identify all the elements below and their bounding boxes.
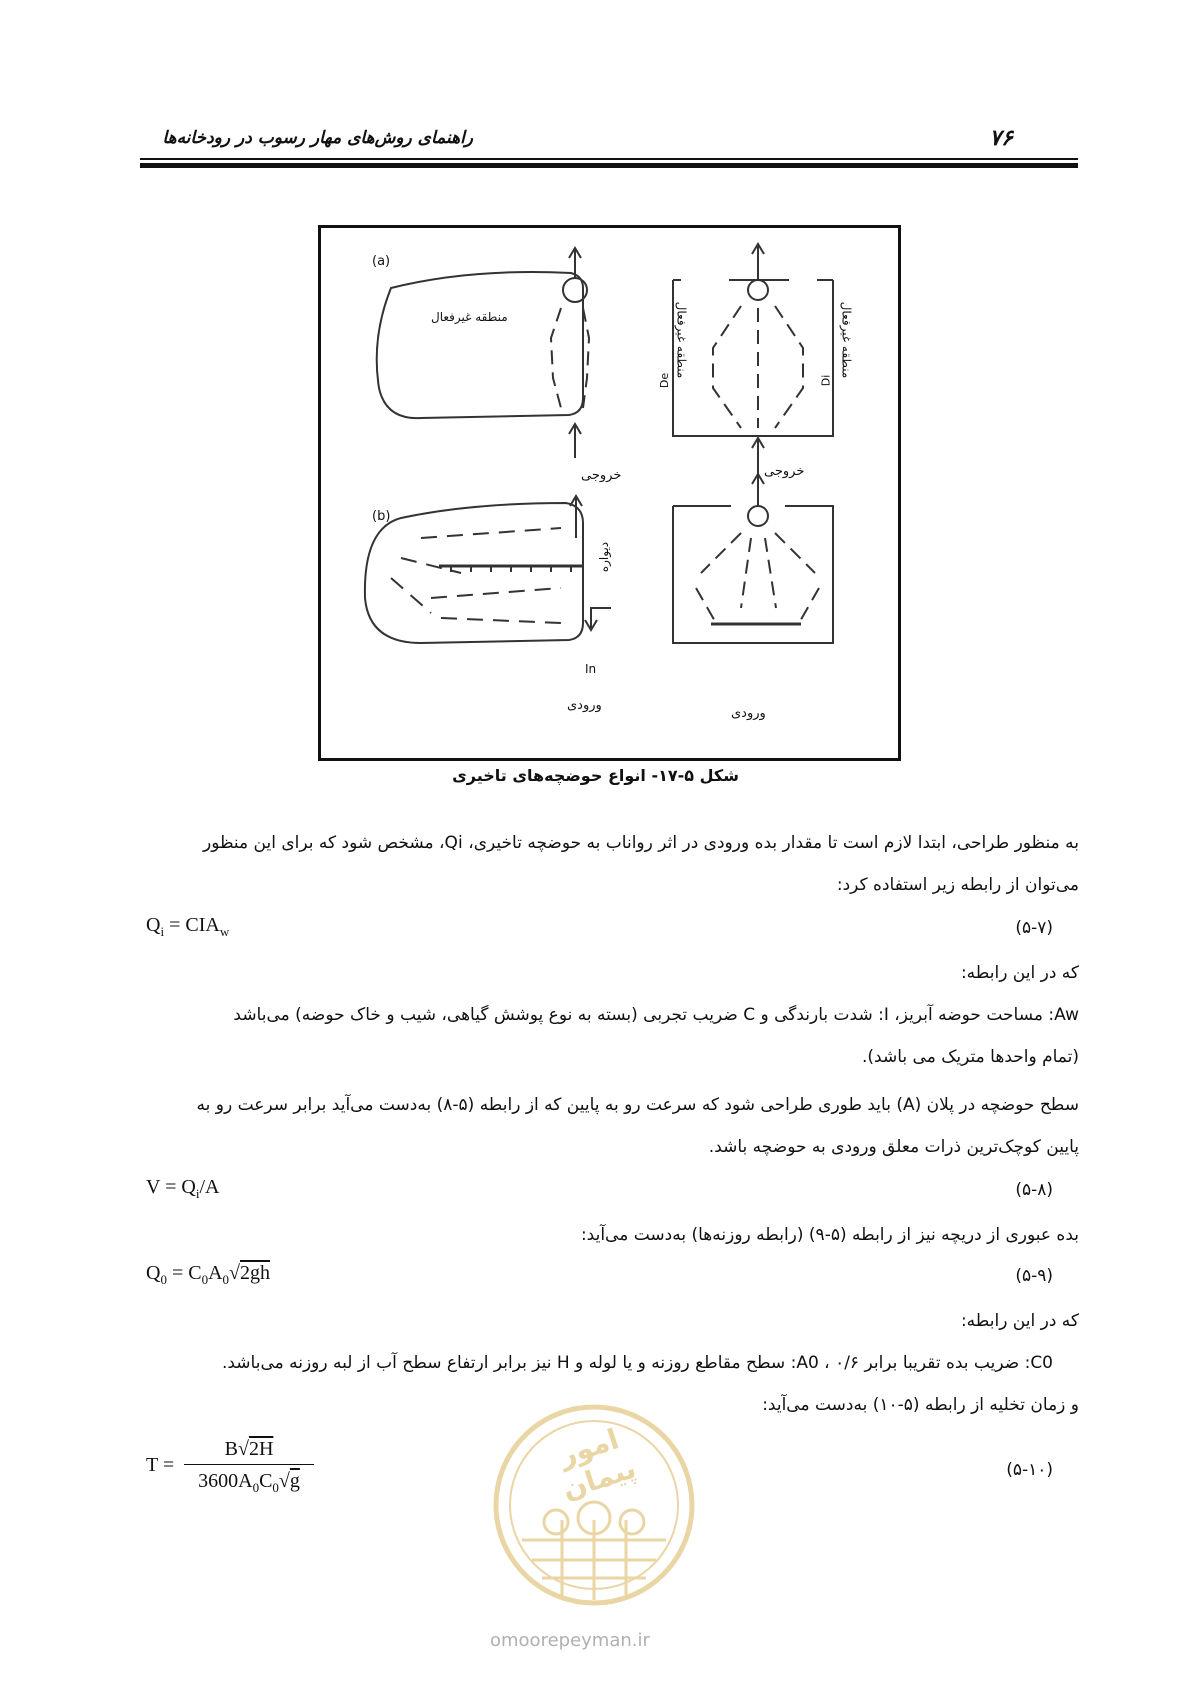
arrow-a-left-bottom bbox=[569, 424, 581, 458]
paragraph-4-line-1: سطح حوضچه در پلان (A) باید طوری طراحی شود که سرعت رو به پایین که از رابطه (۵-۸) به‌دست می‌آید برابر سرعت رو به bbox=[196, 1095, 1079, 1115]
basin-a-right-frame bbox=[673, 280, 833, 436]
label-b: (b) bbox=[372, 509, 391, 524]
label-outlet-right: خروجی bbox=[764, 464, 805, 479]
label-inlet-left: ورودی bbox=[567, 698, 602, 713]
flow-b-right bbox=[696, 533, 819, 623]
paragraph-1-line-2: می‌توان از رابطه زیر استفاده کرد: bbox=[836, 875, 1079, 895]
flow-a-right bbox=[713, 306, 803, 428]
basin-b-right-frame bbox=[673, 506, 833, 643]
arrow-a-right-top bbox=[752, 244, 764, 280]
paragraph-8: و زمان تخلیه از رابطه (۵-۱۰) به‌دست می‌آید: bbox=[762, 1395, 1079, 1415]
equation-7: $Q_i = CIA_w$ bbox=[146, 914, 230, 939]
basin-a-outline bbox=[377, 272, 583, 418]
outlet-b-right bbox=[748, 506, 768, 526]
label-wall: دیواره bbox=[597, 541, 612, 573]
header-rule-thick bbox=[140, 163, 1078, 168]
figure-caption: شکل ۵-۱۷- انواع حوضچه‌های تاخیری bbox=[452, 766, 739, 785]
watermark-logo-text: امور پیمان bbox=[554, 1422, 640, 1506]
paragraph-5: بده عبوری از دریچه نیز از رابطه (۵-۹) (رابطه روزنه‌ها) به‌دست می‌آید: bbox=[580, 1225, 1079, 1245]
label-a: (a) bbox=[372, 254, 391, 269]
equation-9-number: (۵-۹) bbox=[1015, 1266, 1053, 1286]
equation-8: $V = Q_i/A$ bbox=[146, 1176, 220, 1201]
arrow-a-right-bottom bbox=[752, 438, 764, 478]
equation-10-number: (۵-۱۰) bbox=[1006, 1460, 1053, 1480]
figure-frame bbox=[318, 225, 901, 761]
label-inactive-zone-top-left: منطقه غیرفعال bbox=[674, 301, 689, 379]
equation-7-number: (۵-۷) bbox=[1015, 918, 1053, 938]
watermark-logo bbox=[482, 1400, 706, 1610]
arrow-b-left-up bbox=[570, 496, 582, 538]
detention-basin-diagram bbox=[321, 228, 898, 758]
label-inlet-right: ورودی bbox=[731, 706, 766, 721]
arrow-b-left-in bbox=[585, 608, 611, 630]
arrow-b-right-top bbox=[752, 474, 764, 506]
equation-9: $Q_0 = C_0A_0√2gh$ bbox=[146, 1262, 271, 1287]
page-number: ۷۶ bbox=[989, 126, 1013, 151]
outlet-a-right bbox=[748, 280, 768, 300]
label-inactive-zone: منطقه غیرفعال bbox=[431, 310, 508, 324]
paragraph-7: C0: ضریب بده تقریبا برابر ۰/۶ ، A0: سطح مقاطع روزنه و یا لوله و H نیز برابر ارتفاع سطح آب از لبه روزنه می‌باشد. bbox=[221, 1353, 1053, 1373]
label-di: Di bbox=[819, 374, 833, 387]
running-title: راهنمای روش‌های مهار رسوب در رودخانه‌ها bbox=[162, 128, 473, 148]
header-rule-thin bbox=[140, 158, 1078, 160]
label-de: De bbox=[658, 372, 672, 389]
paragraph-2: که در این رابطه: bbox=[960, 963, 1079, 983]
equation-8-number: (۵-۸) bbox=[1015, 1180, 1053, 1200]
label-in: In bbox=[585, 662, 597, 676]
label-outlet-left: خروجی bbox=[581, 468, 622, 483]
paragraph-6: که در این رابطه: bbox=[960, 1311, 1079, 1331]
paragraph-3-line-2: (تمام واحدها متریک می باشد). bbox=[862, 1047, 1079, 1067]
flow-b-left bbox=[391, 528, 561, 623]
paragraph-3-line-1: Aw: مساحت حوضه آبریز، I: شدت بارندگی و C ضریب تجربی (بسته به نوع پوشش گیاهی، شیب و خاک حوضه) می‌باشد bbox=[233, 1005, 1079, 1025]
paragraph-1-line-1: به منظور طراحی، ابتدا لازم است تا مقدار بده ورودی در اثر رواناب به حوضچه تاخیری، Qi، مشخص شود که برای این منظور bbox=[202, 833, 1079, 853]
label-inactive-zone-top-right: منطقه غیرفعال bbox=[839, 301, 854, 379]
paragraph-4-line-2: پایین کوچک‌ترین ذرات معلق ورودی به حوضچه باشد. bbox=[708, 1137, 1079, 1157]
watermark-text: omoorepeyman.ir bbox=[490, 1630, 650, 1651]
